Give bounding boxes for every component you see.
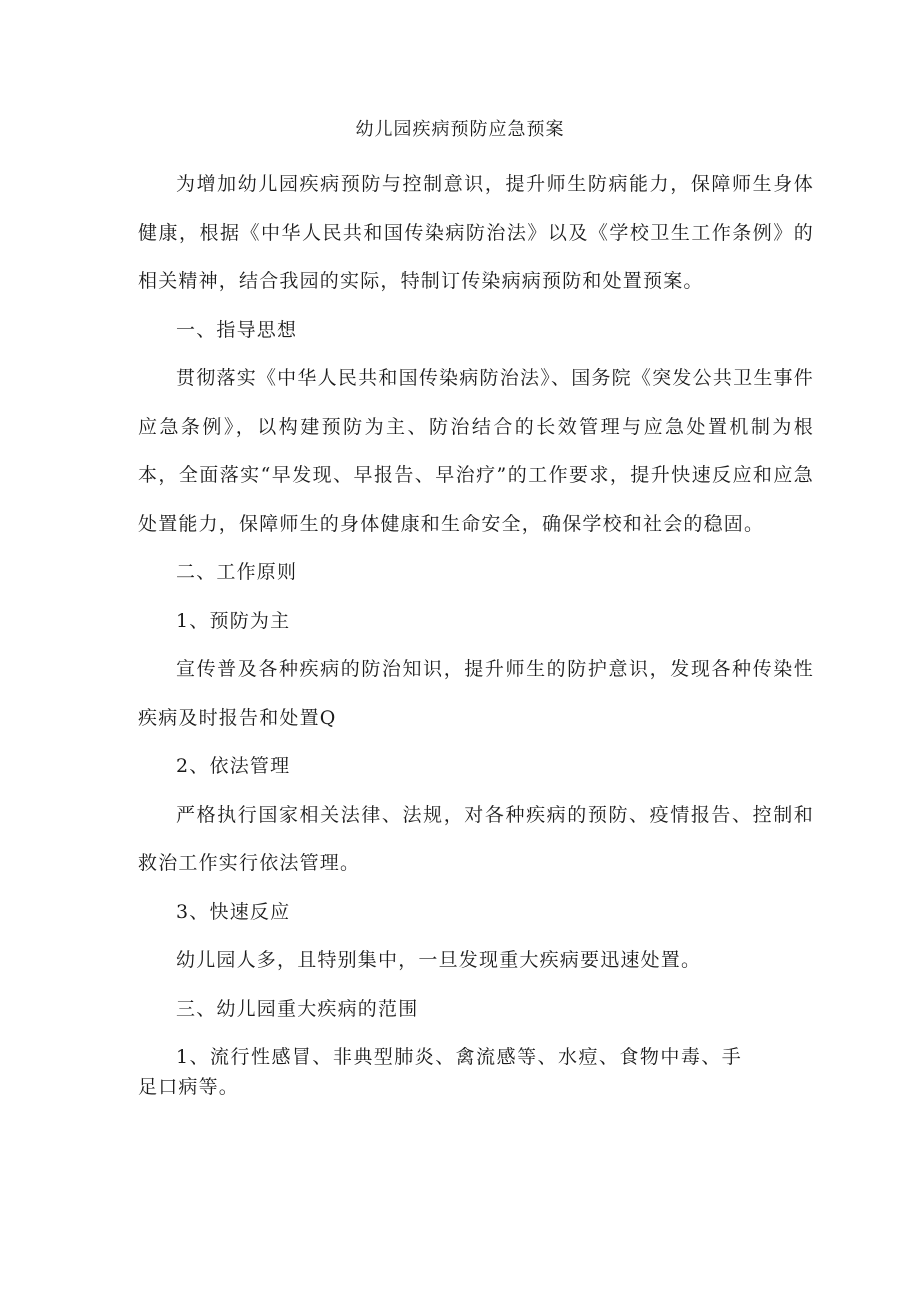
document-title: 幼儿园疾病预防应急预案 — [355, 119, 565, 140]
document-body — [138, 160, 814, 1102]
prevention-paragraph: 宣传普及各种疾病的防治知识，提升师生的防护意识，发现各种传染性疾病及时报告和处置Q — [138, 658, 814, 729]
principle-heading-prevention: 1、预防为主 — [176, 609, 291, 632]
disease-scope-paragraph: 1、流行性感冒、非典型肺炎、禽流感等、水痘、食物中毒、手足口病等。 — [138, 1046, 742, 1098]
intro-paragraph: 为增加幼儿园疾病预防与控制意识，提升师生防病能力，保障师生身体健康，根据《中华人民共和国传染病防治法》以及《学校卫生工作条例》的相关精神，结合我园的实际，特制订传染病病预防和处置预案。 — [138, 173, 814, 292]
guiding-ideology-paragraph: 贯彻落实《中华人民共和国传染病防治法》、国务院《突发公共卫生事件应急条例》，以构建预防为主、防治结合的长效管理与应急处置机制为根本，全面落实“早发现、早报告、早治疗”的工作要求，提升快速反应和应急处置能力，保障师生的身体健康和生命安全，确保学校和社会的稳固。 — [138, 367, 814, 535]
section-heading-work-principles: 二、工作原则 — [176, 561, 298, 583]
principle-heading-lawful-management: 2、依法管理 — [176, 755, 291, 777]
section-heading-disease-scope: 三、幼儿园重大疾病的范围 — [176, 997, 419, 1020]
lawful-management-paragraph: 严格执行国家相关法律、法规，对各种疾病的预防、疫情报告、控制和救治工作实行依法管理。 — [138, 803, 814, 874]
section-heading-guiding-ideology: 一、指导思想 — [176, 318, 298, 341]
principle-heading-rapid-response: 3、快速反应 — [176, 900, 291, 923]
rapid-response-paragraph: 幼儿园人多，且特别集中，一旦发现重大疾病要迅速处置。 — [176, 949, 702, 971]
